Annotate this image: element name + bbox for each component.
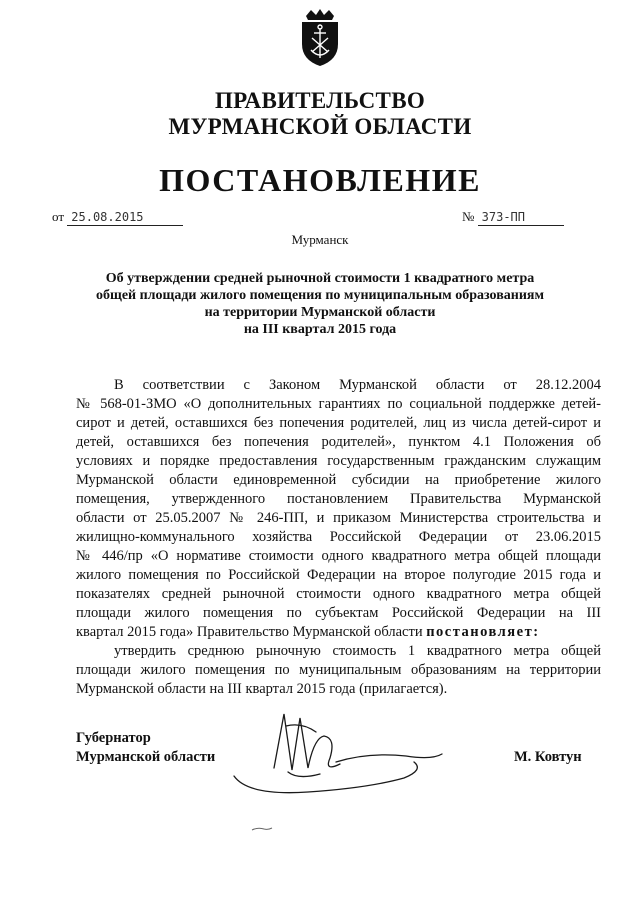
body-line: № 446/пр «О нормативе стоимости одного квадратного метра общей площади xyxy=(76,548,601,564)
body-line: утвердить среднюю рыночную стоимость 1 квадратного метра общей xyxy=(114,643,601,659)
body-line: детей, оставшихся без попечения родителей», пунктом 4.1 Положения об xyxy=(76,434,601,450)
signatory-role xyxy=(76,729,215,767)
body-line: области от 25.05.2007 № 246-ПП, и приказом Министерства строительства и xyxy=(76,510,601,526)
body-line: площади жилого помещения по муниципальным образованиям на территории xyxy=(76,662,601,678)
body-line: № 568-01-ЗМО «О дополнительных гарантиях по социальной поддержке детей- xyxy=(76,396,601,412)
coat-of-arms-icon xyxy=(298,8,342,68)
resolves-keyword: постановляет: xyxy=(426,624,540,640)
signatory-role-line2: Мурманской области xyxy=(76,749,216,765)
body-line: условиях и порядке предоставления государственным гражданским служащим xyxy=(76,453,601,469)
date-value: 25.08.2015 xyxy=(67,209,183,226)
body-line: Мурманской области на III квартал 2015 года (прилагается). xyxy=(76,681,448,697)
body-line-resolution xyxy=(76,623,601,642)
document-date xyxy=(52,209,183,226)
number-prefix: № xyxy=(462,209,475,224)
government-title-line2: МУРМАНСКОЙ ОБЛАСТИ xyxy=(168,114,472,139)
body-line: площади жилого помещения по субъектам Российской Федерации на III xyxy=(76,605,601,621)
number-value: 373-ПП xyxy=(478,209,564,226)
body-line: В соответствии с Законом Мурманской области от 28.12.2004 xyxy=(114,377,601,393)
document-type-title: ПОСТАНОВЛЕНИЕ xyxy=(159,162,481,198)
ink-mark xyxy=(250,826,274,832)
subject-line: на III квартал 2015 года xyxy=(243,322,397,337)
city-name: Мурманск xyxy=(291,232,349,247)
date-prefix: от xyxy=(52,209,65,224)
signatory-name: М. Ковтун xyxy=(514,749,582,765)
body-line-text: квартал 2015 года» Правительство Мурманской области xyxy=(76,624,423,640)
body-line: жилого помещения по Российской Федерации на второе полугодие 2015 года и xyxy=(76,567,601,583)
handwritten-signature-icon xyxy=(228,708,468,798)
body-line: жилищно-коммунального хозяйства Российской Федерации от 23.06.2015 xyxy=(76,529,601,545)
body-line: сирот и детей, оставшихся без попечения родителей, лиц из числа детей-сирот и xyxy=(76,415,601,431)
subject-line: на территории Мурманской области xyxy=(204,305,436,320)
subject-line: Об утверждении средней рыночной стоимости 1 квадратного метра xyxy=(105,271,535,286)
subject-line: общей площади жилого помещения по муниципальным образованиям xyxy=(96,288,544,303)
body-line: помещения, утвержденного постановлением Правительства Мурманской xyxy=(76,491,601,507)
document-number xyxy=(462,209,564,226)
document-body xyxy=(76,376,601,699)
signatory-role-line1: Губернатор xyxy=(76,730,151,746)
body-line: показателях средней рыночной стоимости одного квадратного метра общей xyxy=(76,586,601,602)
document-subject xyxy=(80,270,560,338)
body-line: Мурманской области единовременной субсидии на приобретение жилого xyxy=(76,472,601,488)
government-title-line1: ПРАВИТЕЛЬСТВО xyxy=(214,88,426,113)
